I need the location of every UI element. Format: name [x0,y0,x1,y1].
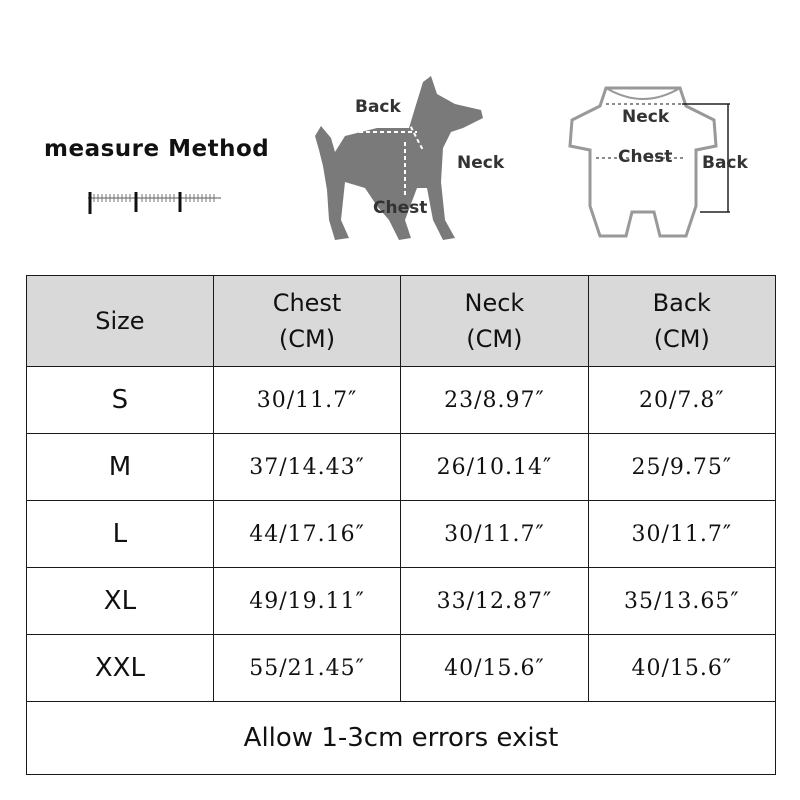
neck-cell: 40/15.6″ [401,635,588,702]
chest-cell: 37/14.43″ [213,434,400,501]
measure-method-title: measure Method [44,136,270,162]
size-cell: XL [27,568,214,635]
size-chart-table [26,275,776,775]
chest-cell: 55/21.45″ [213,635,400,702]
back-cell: 35/13.65″ [588,568,775,635]
header-back [588,276,775,367]
dog-back-label: Back [355,97,401,117]
neck-cell: 26/10.14″ [401,434,588,501]
table-header-row [27,276,776,367]
header-size: Size [27,276,214,367]
size-cell: XXL [27,635,214,702]
table-row [27,635,776,702]
note-row [27,702,776,775]
garment-diagram [560,80,760,250]
back-cell: 20/7.8″ [588,367,775,434]
header-chest [213,276,400,367]
header-neck [401,276,588,367]
header-back-label: Back [652,289,711,317]
header-back-unit: (CM) [653,325,710,353]
table-row [27,568,776,635]
dog-chest-label: Chest [373,198,428,218]
table-row [27,367,776,434]
table-row [27,434,776,501]
size-cell: S [27,367,214,434]
header-chest-label: Chest [272,289,342,317]
header-neck-label: Neck [464,289,525,317]
dog-silhouette-diagram [305,70,505,250]
garment-back-label: Back [702,153,748,173]
size-cell: M [27,434,214,501]
neck-cell: 30/11.7″ [401,501,588,568]
garment-neck-label: Neck [622,107,670,127]
ruler-icon [86,188,226,218]
header-chest-unit: (CM) [278,325,336,353]
chest-cell: 30/11.7″ [213,367,400,434]
chest-cell: 49/19.11″ [213,568,400,635]
dog-neck-label: Neck [457,153,505,173]
back-cell: 25/9.75″ [588,434,775,501]
neck-cell: 33/12.87″ [401,568,588,635]
size-cell: L [27,501,214,568]
back-cell: 30/11.7″ [588,501,775,568]
error-note: Allow 1-3cm errors exist [27,702,776,775]
back-cell: 40/15.6″ [588,635,775,702]
chest-cell: 44/17.16″ [213,501,400,568]
garment-chest-label: Chest [618,147,673,167]
neck-cell: 23/8.97″ [401,367,588,434]
table-row [27,501,776,568]
header-neck-unit: (CM) [466,325,523,353]
